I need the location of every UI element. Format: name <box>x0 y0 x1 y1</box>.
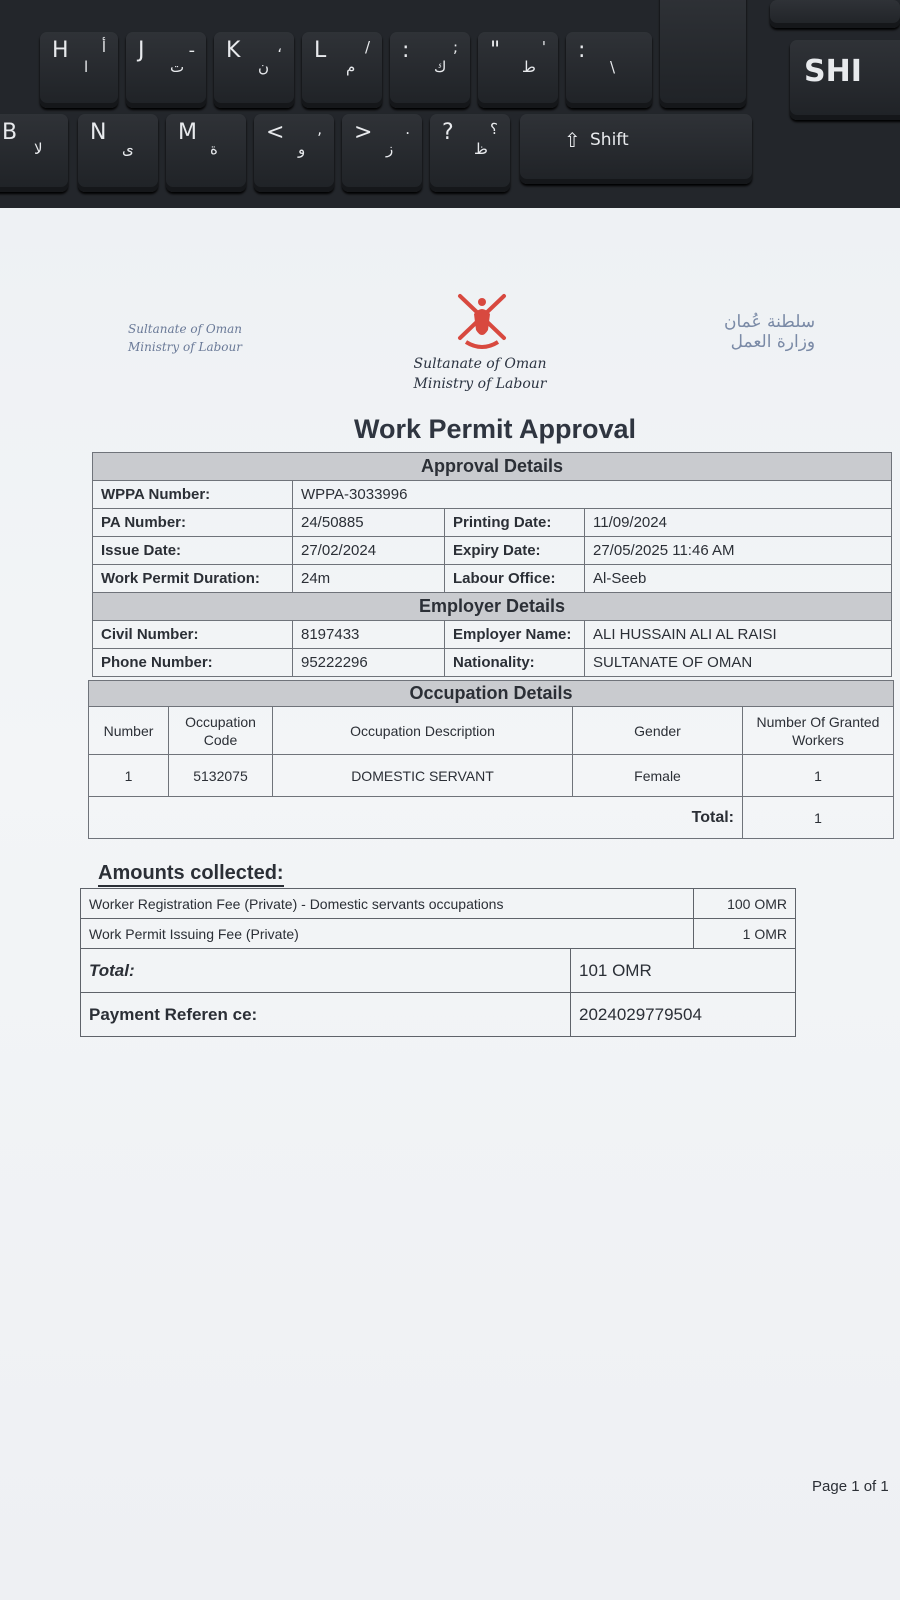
key-sub: ك <box>434 58 447 76</box>
key-sub: لا <box>34 140 43 158</box>
occ-number: 1 <box>89 755 169 797</box>
fee-label: Work Permit Issuing Fee (Private) <box>81 919 694 949</box>
amounts-total-value: 101 OMR <box>571 949 796 993</box>
key-label: ? <box>442 120 456 145</box>
approval-employer-table <box>92 452 892 677</box>
header-center-title <box>400 354 560 394</box>
pa-value: 24/50885 <box>293 509 445 537</box>
nationality-label: Nationality: <box>445 649 585 677</box>
key-label: < <box>266 120 287 145</box>
occ-total-value: 1 <box>743 797 894 839</box>
header-center-ministry: Ministry of Labour <box>413 376 547 392</box>
key-sub: ة <box>210 140 218 158</box>
key-shift-right-label: SHI <box>804 54 862 89</box>
key-j <box>126 32 206 108</box>
key-enter <box>660 0 746 108</box>
expiry-date-value: 27/05/2025 11:46 AM <box>585 537 892 565</box>
fee-row <box>81 889 796 919</box>
header-right-org-ar: سلطنة عُمان <box>724 312 816 332</box>
occ-gender: Female <box>573 755 743 797</box>
duration-value: 24m <box>293 565 445 593</box>
issue-date-label: Issue Date: <box>93 537 293 565</box>
key-sub: ن <box>258 58 270 76</box>
fee-label: Worker Registration Fee (Private) - Domestic servants occupations <box>81 889 694 919</box>
key-arabic: / <box>364 38 370 56</box>
key-sub: و <box>298 140 306 158</box>
wppa-value: WPPA-3033996 <box>293 481 892 509</box>
oman-emblem-icon <box>452 290 512 352</box>
occupation-table <box>88 680 894 839</box>
employer-name-value: ALI HUSSAIN ALI AL RAISI <box>585 621 892 649</box>
key-label: N <box>90 120 109 145</box>
payment-reference-value: 2024029779504 <box>571 993 796 1037</box>
civil-number-label: Civil Number: <box>93 621 293 649</box>
payment-reference-label: Payment Referen ce: <box>81 993 571 1037</box>
key-shift <box>520 114 752 184</box>
key-arabic: . <box>405 120 410 138</box>
occ-header-code: Occupation Code <box>169 707 273 755</box>
document-title: Work Permit Approval <box>353 414 637 444</box>
amounts-total-label: Total: <box>81 949 571 993</box>
key-period <box>342 114 422 192</box>
key-sub: ى <box>122 140 134 158</box>
key-label: B <box>2 120 20 145</box>
occ-header-number: Number <box>89 707 169 755</box>
key-side-bottom <box>770 0 900 28</box>
key-label: : <box>578 38 588 63</box>
wppa-label: WPPA Number: <box>93 481 293 509</box>
key-arabic: , <box>317 120 322 138</box>
key-label: L <box>314 38 329 63</box>
approval-section-header: Approval Details <box>93 453 892 481</box>
key-shift-label: Shift <box>590 130 629 150</box>
key-label: J <box>138 38 147 63</box>
labour-office-label: Labour Office: <box>445 565 585 593</box>
civil-number-value: 8197433 <box>293 621 445 649</box>
occ-total-label: Total: <box>89 797 743 839</box>
issue-date-value: 27/02/2024 <box>293 537 445 565</box>
document-paper <box>0 208 900 1600</box>
key-semicolon <box>390 32 470 108</box>
key-arabic: ؟ <box>490 120 498 138</box>
fee-amount: 100 OMR <box>693 889 795 919</box>
expiry-date-label: Expiry Date: <box>445 537 585 565</box>
printing-date-label: Printing Date: <box>445 509 585 537</box>
nationality-value: SULTANATE OF OMAN <box>585 649 892 677</box>
fee-row <box>81 919 796 949</box>
fee-amount: 1 OMR <box>693 919 795 949</box>
key-sub: ا <box>84 58 89 76</box>
occ-code: 5132075 <box>169 755 273 797</box>
key-slash <box>430 114 510 192</box>
key-sub: م <box>346 58 356 76</box>
header-right-logo-ar <box>724 312 815 352</box>
key-sub: ز <box>386 140 394 158</box>
occ-description: DOMESTIC SERVANT <box>273 755 573 797</box>
key-k <box>214 32 294 108</box>
duration-label: Work Permit Duration: <box>93 565 293 593</box>
key-label: " <box>490 38 503 63</box>
occ-granted: 1 <box>743 755 894 797</box>
key-n <box>78 114 158 192</box>
pa-label: PA Number: <box>93 509 293 537</box>
key-arabic: ـ <box>189 38 194 56</box>
key-sub: ت <box>170 58 185 76</box>
key-arabic: ; <box>452 38 458 56</box>
key-l <box>302 32 382 108</box>
employer-section-header: Employer Details <box>93 593 892 621</box>
page-number: Page 1 of 1 <box>812 1478 889 1495</box>
key-comma <box>254 114 334 192</box>
key-side <box>790 40 900 120</box>
key-sub: \ <box>610 58 616 76</box>
occ-header-granted: Number Of Granted Workers <box>743 707 894 755</box>
occ-header-gender: Gender <box>573 707 743 755</box>
key-m <box>166 114 246 192</box>
key-label: : <box>402 38 412 63</box>
key-b <box>0 114 68 192</box>
key-h <box>40 32 118 108</box>
header-right-ministry-ar: وزارة العمل <box>730 332 816 352</box>
amounts-title: Amounts collected: <box>98 862 284 887</box>
employer-name-label: Employer Name: <box>445 621 585 649</box>
keyboard-background <box>0 0 900 212</box>
occupation-section-header: Occupation Details <box>89 681 894 707</box>
amounts-table <box>80 888 796 1037</box>
key-label: K <box>226 38 243 63</box>
phone-number-label: Phone Number: <box>93 649 293 677</box>
key-label: > <box>354 120 375 145</box>
key-label: H <box>52 38 71 63</box>
key-extra <box>566 32 652 108</box>
phone-number-value: 95222296 <box>293 649 445 677</box>
header-left-org: Sultanate of Oman <box>128 322 242 336</box>
key-arabic: أ <box>101 38 106 56</box>
key-quote <box>478 32 558 108</box>
printing-date-value: 11/09/2024 <box>585 509 892 537</box>
labour-office-value: Al-Seeb <box>585 565 892 593</box>
header-left-ministry: Ministry of Labour <box>128 340 242 354</box>
shift-arrow-icon: ⇧ <box>564 128 583 152</box>
header-left-logo <box>128 320 242 356</box>
key-arabic: ' <box>541 38 546 56</box>
key-sub: ط <box>522 58 536 76</box>
key-arabic: ، <box>277 38 282 56</box>
occ-header-description: Occupation Description <box>273 707 573 755</box>
key-label: M <box>178 120 199 145</box>
header-center-org: Sultanate of Oman <box>413 356 547 372</box>
key-sub: ظ <box>474 140 488 158</box>
table-row <box>89 755 894 797</box>
